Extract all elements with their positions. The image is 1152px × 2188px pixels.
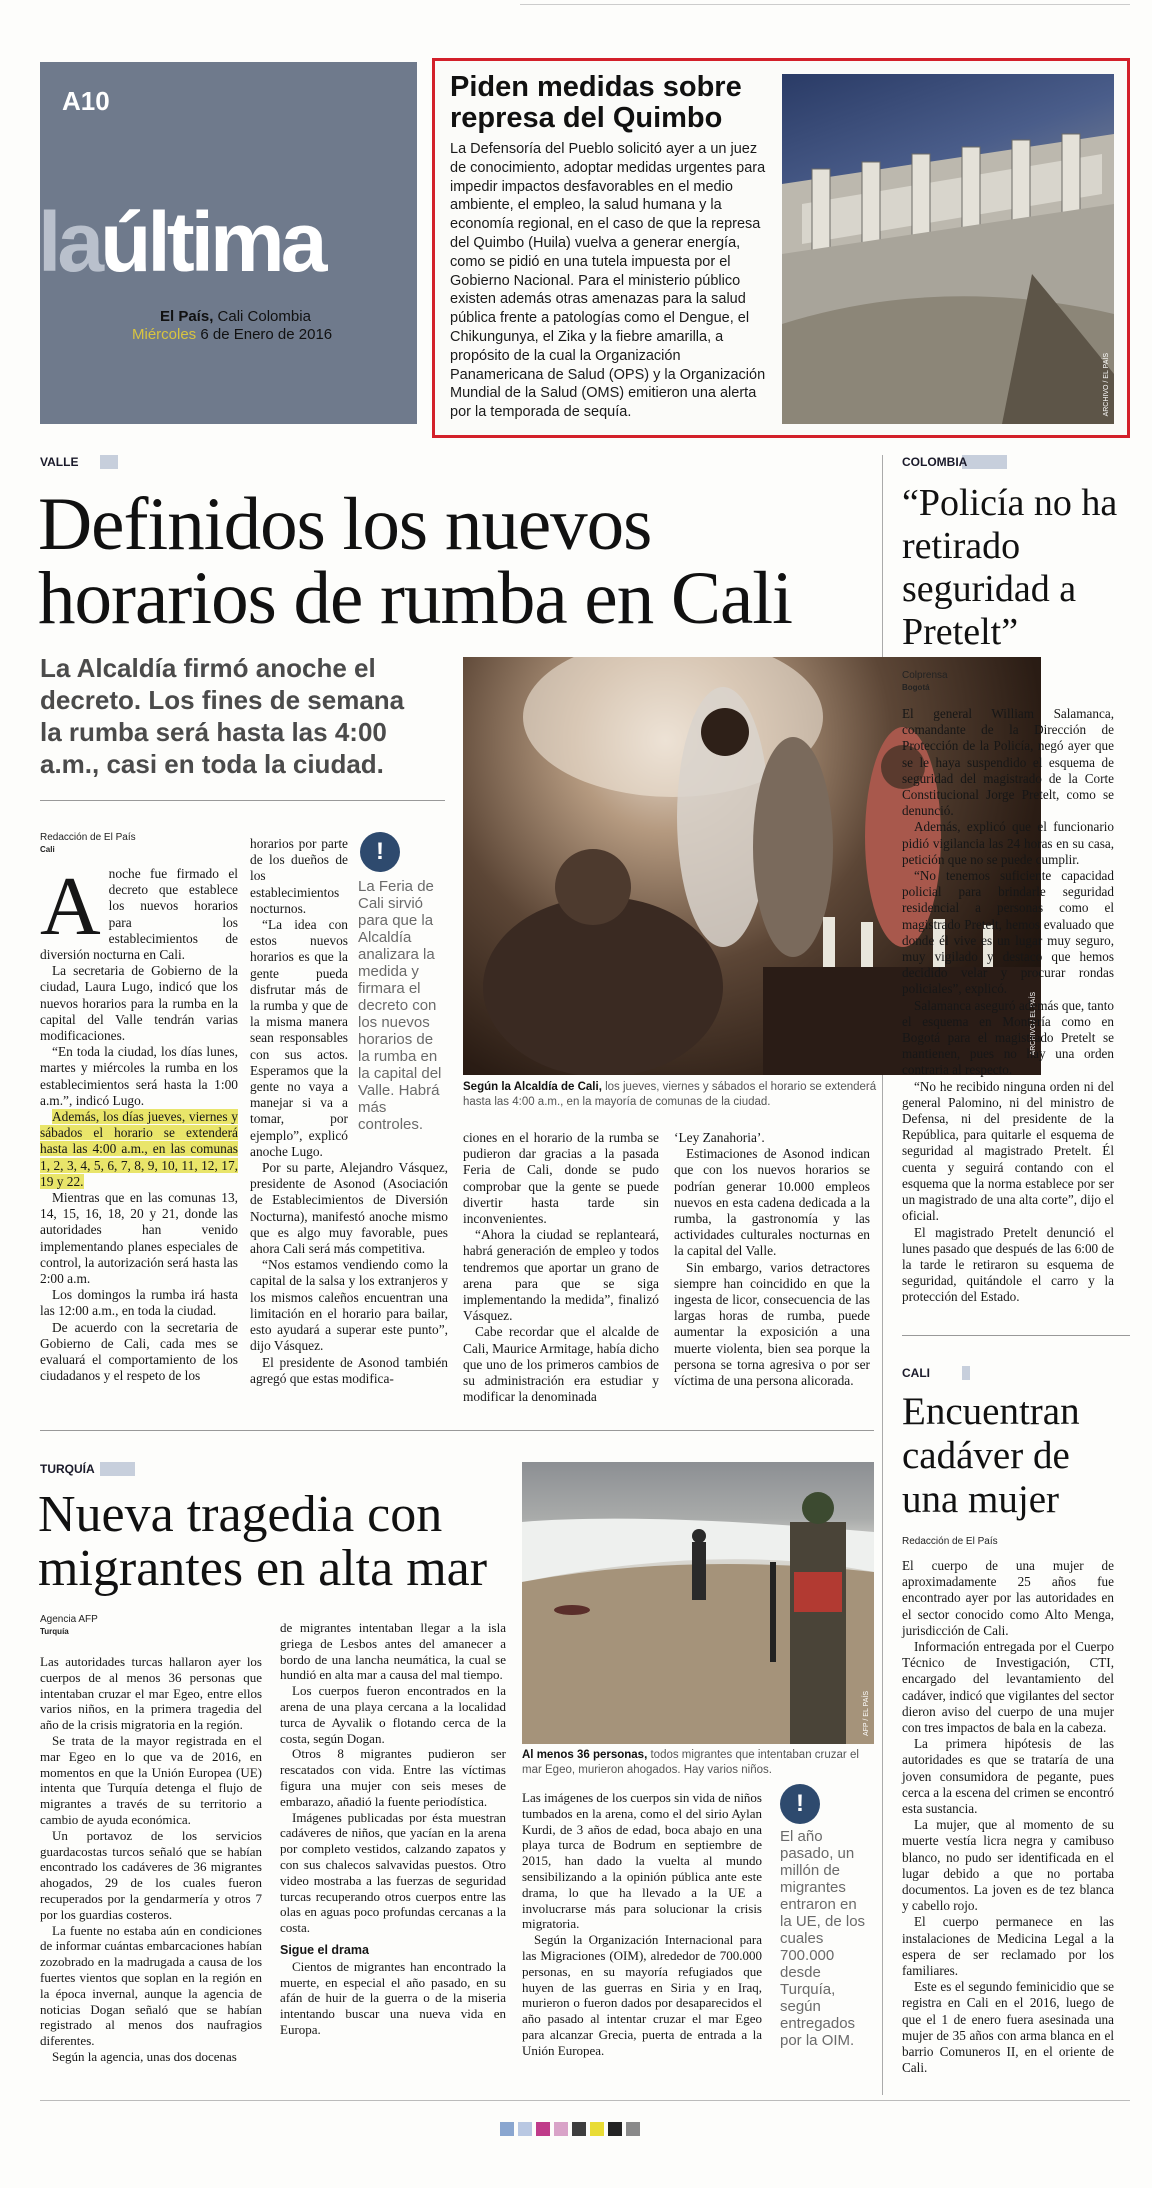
bottom-subhead: Sigue el drama <box>280 1942 369 1957</box>
main-col4-p: Sin embargo, varios detractores siempre han coincidido en que la ingesta de licor, consecuencia de las largas horas de rumba, puede aumentar la exposición a una muerte violenta, bien sea porque la persona se torna agresiva o por ser víctima de una persona alicorada. <box>674 1259 870 1389</box>
sidebar-top-byline-place: Bogotá <box>902 683 930 692</box>
bottom-col2b-p: Cientos de migrantes han encontrado la muerte, en especial el año pasado, en su afán de huir de la guerra o de la miseria intentando buscar una nueva vida en Europa. <box>280 1958 506 2037</box>
top-rule <box>520 4 1130 5</box>
bottom-col2-p: Los cuerpos fueron encontrados en la arena de una playa cercana a la localidad turca de Ayvalik o flotando cerca de la costa, según Dogan. <box>280 1683 506 1746</box>
print-color-bar <box>500 2122 640 2136</box>
sidebar-bottom-byline <box>902 1536 998 1548</box>
dam-photo <box>782 74 1114 424</box>
sidebar-bottom-p: La mujer, que al momento de su muerte vestía licra negra y camibuso blanco, no pudo ser identificada en el lugar debido a que no portaba documentos. La joven es de tez blanca y cabello rojo. <box>902 1817 1114 1914</box>
main-headline: Definidos los nuevos horarios de rumba en Cali <box>38 483 792 640</box>
color-swatch <box>536 2122 550 2136</box>
bottom-col2-p: de migrantes intentaban llegar a la isla griega de Lesbos antes del amanecer a bordo de una lancha neumática, la cual se hundió en alta mar a causa del mal tiempo. <box>280 1620 506 1683</box>
sidebar-bottom-headline: Encuentran cadáver de una mujer <box>902 1390 1080 1521</box>
sidebar-top-p: El magistrado Pretelt denunció el lunes pasado que después de las 6:00 de la tarde le retiraron su esquema de seguridad, quitándole el carro y la protección del Estado. <box>902 1224 1114 1305</box>
section-title-rest: última <box>100 195 324 289</box>
rumba-caption-bold: Según la Alcaldía de Cali, <box>463 1081 602 1093</box>
highlighted-text: Además, los días jueves, viernes y sábados el horario se extenderá hasta las 4:00 a.m., en las comunas 1, 2, 3, 4, 5, 6, 7, 8, 9, 10, 11, 12, 17, 19 y 22. <box>40 1109 238 1189</box>
promo-body: La Defensoría del Pueblo solicitó ayer a un juez de conocimiento, adoptar medidas urgentes para impedir impactos desfavorables en el medio ambiente, el empleo, la salud humana y la economía regional, en el caso de que la represa del Quimbo (Huila) vuelva a generar energía, como se pidió en una tutela impuesta por el Gobierno Nacional. Para el ministerio público existen además otras amenazas para la salud pública frente a patologías como el Dengue, el Chikungunya, el Zika y la fiebre amarilla, a propósito de la cual la Organización Panamericana de Salud (OPS) y la Organización Mundial de la Salud (OMS) emitieron una alerta por la temporada de sequía. <box>450 141 766 421</box>
bottom-byline <box>40 1614 98 1638</box>
sidebar-bottom-p: El cuerpo de una mujer de aproximadamente 25 años fue encontrado ayer por las autoridades en el sector conocido como Alto Menga, jurisdicción de Cali. <box>902 1558 1114 1638</box>
sidebar-top-p: Salamanca aseguró además que, tanto el esquema en Montería como en Bogotá para el magistrado Pretelt se mantienen, pues no hay una orden contraria al respecto. <box>902 997 1114 1078</box>
exclamation-icon: ! <box>360 832 400 872</box>
sidebar-bottom-byline-author: Redacción de El País <box>902 1536 998 1547</box>
paper-name: El País, <box>160 308 214 325</box>
main-col2-narrow <box>250 836 348 1160</box>
main-col4-p: Estimaciones de Asonod indican que con los nuevos horarios se podrían generar 10.000 empleos nuevos en esta cadena dedicada a la rumba, la gastronomía y las actividades culturales nocturnas en la capital del Valle. <box>674 1146 870 1259</box>
main-col3-p: ciones en el horario de la rumba se pudieron dar gracias a la pasada Feria de Cali, donde se pudo comprobar que la gente se puede divertir hasta tarde sin inconvenientes. <box>463 1130 659 1227</box>
section-tag-valle: VALLE <box>40 455 118 469</box>
section-tag-cali: CALI <box>902 1366 970 1380</box>
main-col2-p: horarios por parte de los dueños de los establecimientos nocturnos. <box>250 836 348 916</box>
beach-caption-text: todos migrantes que intentaban cruzar el mar Egeo, murieron ahogados. Hay varios niños. <box>522 1749 859 1776</box>
beach-photo <box>522 1462 874 1744</box>
sidebar-bottom-p: La primera hipótesis de las autoridades es que se trataría de una joven consumidora de pegante, pues cerca a la escena del crimen se encontró esta sustancia. <box>902 1736 1114 1817</box>
main-col2-p: El presidente de Asonod también agregó que estas modifica- <box>250 1354 448 1386</box>
bottom-col-1 <box>40 1654 262 2065</box>
main-col3-p: “Ahora la ciudad se replanteará, habrá generación de empleo y todos tendremos que aportar un grano de arena para que se siga implementando la medida”, finalizó Vásquez. <box>463 1227 659 1324</box>
main-col1-p: La secretaria de Gobierno de la ciudad, Laura Lugo, indicó que los nuevos horarios para la rumba en la capital del Valle tendrán varias modificaciones. <box>40 963 238 1044</box>
beach-photo-credit: AFP / EL PAÍS <box>863 1690 870 1736</box>
main-deck: La Alcaldía firmó anoche el decreto. Los fines de semana la rumba será hasta las 4:00 a.m., casi en toda la ciudad. <box>40 653 405 779</box>
main-col-1 <box>40 860 238 1385</box>
dam-illustration <box>782 74 1114 424</box>
bottom-col1-p: Según la agencia, unas dos docenas <box>52 2048 237 2064</box>
sidebar-bottom-p: El cuerpo permanece en las instalaciones de Medicina Legal a la espera de ser reclamado por los familiares. <box>902 1914 1114 1979</box>
bottom-subhead-wrap <box>280 1942 506 1959</box>
main-col1-p: De acuerdo con la secretaria de Gobierno de Cali, cada mes se evaluará el comportamiento de los ciudadanos y el respeto de los <box>40 1319 238 1384</box>
fact-box-rumba: La Feria de Cali sirvió para que la Alcaldía analizara la medida y firmara el decreto con los nuevos horarios de la rumba en la capital del Valle. Habrá más controles. <box>358 878 442 1133</box>
paper-city: Cali Colombia <box>217 308 311 325</box>
sidebar-divider <box>902 1335 1130 1336</box>
rumba-caption <box>463 1080 883 1110</box>
bottom-col1-p: Las autoridades turcas hallaron ayer los cuerpos de al menos 36 personas que intentaban cruzar el mar Egeo, entre ellos varios niños, en la primera tragedia del año de la crisis migratoria en la región. <box>40 1654 262 1733</box>
bottom-col3-p: Según la Organización Internacional para las Migraciones (OIM), alrededor de 700.000 personas, en su mayoría refugiados que huyen de las guerras en Siria y en Iraq, murieron o fueron dados por desaparecidos el año pasado al intentar cruzar el mar Egeo para alcanzar Grecia, puerta de entrada a la Unión Europea. <box>522 1932 762 2058</box>
color-swatch <box>608 2122 622 2136</box>
bottom-col2-p: Imágenes publicadas por ésta muestran cadáveres de niños, que yacían en la arena por completo vestidos, calzando zapatos y con sus chalecos salvavidas puestos. Otro video mostraba a las fuerzas de seguridad turcas recuperando otros cuerpos entre las olas en aguas poco profundas cercanas a la costa. <box>280 1809 506 1936</box>
color-swatch <box>572 2122 586 2136</box>
bottom-col-2 <box>280 1620 506 2038</box>
masthead-meta <box>132 308 333 344</box>
paper-day: Miércoles <box>132 326 197 343</box>
bottom-col1-p: Un portavoz de los servicios guardacostas turcos señaló que se habían encontrado los cadáveres de 36 migrantes ahogados, 29 de los cuales fueron recuperados por la gendarmería y otros 7 por los guardias costeros. <box>40 1827 262 1922</box>
sidebar-top-p: “No he recibido ninguna orden ni del general Palomino, ni del ministro de Defensa, ni del presidente de la República, para quitarle el esquema de seguridad al magistrado Pretelt. Él cuenta y seguirá contando con el esquema que la norma establece por ser un magistrado de una alta corte”, dijo el oficial. <box>902 1078 1114 1224</box>
bottom-byline-author: Agencia AFP <box>40 1614 98 1625</box>
bottom-headline: Nueva tragedia con migrantes en alta mar <box>38 1486 488 1597</box>
main-col1-p: “En toda la ciudad, los días lunes, martes y miércoles la rumba en los establecimientos será hasta la 1:00 a.m.”, indicó Lugo. <box>40 1044 238 1108</box>
color-swatch <box>590 2122 604 2136</box>
sidebar-bottom-body <box>902 1558 1114 2077</box>
main-col1-p: Mientras que en las comunas 13, 14, 15, 16, 18, 20 y 21, donde las autoridades han venido implementando planes especiales de control, la autorización será hasta las 2:00 a.m. <box>40 1190 238 1287</box>
main-col2-p: “Nos estamos vendiendo como la capital de la salsa y los extranjeros y los mismos caleños encuentran una limitación en el horario para bailar, esto ayudará a superar este punto”, dijo Vásquez. <box>250 1257 448 1354</box>
beach-caption <box>522 1748 874 1778</box>
sidebar-bottom-p: Información entregada por el Cuerpo Técnico de Investigación, CTI, encargado del levantamiento del cadáver, indicó que vigilantes del sector dieron aviso del cuerpo de una mujer con tres impactos de bala en la cabeza. <box>902 1639 1114 1736</box>
color-swatch <box>554 2122 568 2136</box>
paper-date: 6 de Enero de 2016 <box>200 326 333 343</box>
sidebar-top-p: Además, explicó que el funcionario pidió vigilancia las 24 horas en su casa, petición que no se puede cumplir. <box>902 819 1114 867</box>
color-swatch <box>500 2122 514 2136</box>
main-byline <box>40 832 136 856</box>
main-byline-place: Cali <box>40 845 55 854</box>
main-col1-p: noche fue firmado el decreto que establece los nuevos horarios para los establecimientos de diversión nocturna en Cali. <box>40 866 238 963</box>
bottom-rule <box>40 2100 1130 2101</box>
color-swatch <box>518 2122 532 2136</box>
main-byline-author: Redacción de El País <box>40 832 136 843</box>
main-col2-p: Por su parte, Alejandro Vásquez, presidente de Asonod (Asociación de Establecimientos de Diversión Nocturna), manifestó anoche mismo que es algo muy favorable, pues ahora Cali será más competitiva. <box>250 1160 448 1257</box>
bottom-col-3 <box>522 1790 762 2059</box>
bottom-col1-p: La fuente no estaba aún en condiciones de informar cuántas embarcaciones habían zozobrado en la madrugada a causa de los fuertes vientos que soplan en la región en la época invernal, aunque la agencia de noticias Dogan señaló que se habían registrado al menos dos naufragios diferentes. <box>40 1922 262 2049</box>
section-tag-turquia: TURQUÍA <box>40 1462 135 1476</box>
bottom-col2-p: Otros 8 migrantes pudieron ser rescatados con vida. Entre las víctimas figura una mujer con seis meses de embarazo, añadió la fuente periodística. <box>280 1746 506 1809</box>
bottom-col3-p: Las imágenes de los cuerpos sin vida de niños tumbados en la arena, como el del sirio Aylan Kurdi, de 3 años de edad, boca abajo en una playa turca de Bodrum en septiembre de 2015, han dado la vuelta al mundo sensibilizando a la opinión pública ante este drama, lo que ha llevado a la UE a involucrarse más para solucionar la crisis migratoria. <box>522 1790 762 1932</box>
sidebar-bottom-p: Este es el segundo feminicidio que se registra en Cali en el 2016, luego de que el 1 de enero fuera asesinada una mujer de 35 años con arma blanca en el barrio Comuneros II, en el oriente de Cali. <box>902 1979 1114 2076</box>
main-col-3 <box>463 1130 659 1405</box>
main-col1-p-highlighted <box>40 1109 238 1190</box>
main-col-4 <box>674 1130 870 1389</box>
deck-rule <box>40 800 445 801</box>
sidebar-top-p: “No tenemos suficiente capacidad policial para brindarle seguridad residencial a personas como el magistrado Pretelt, hemos evaluado que donde él vive es un lugar muy seguro, muy vigilado y destaco que hemos decidido velar y procurar rondas policiales”, explicó. <box>902 868 1114 997</box>
sidebar-top-p: El general William Salamanca, comandante de la Dirección de Protección de la Policía, negó ayer que se le haya suspendido el esquema de seguridad del magistrado de la Corte Constitucional Jorge Pretelt, como se denunció. <box>902 706 1114 819</box>
color-swatch <box>626 2122 640 2136</box>
main-col1-p: Los domingos la rumba irá hasta las 12:00 a.m., en toda la ciudad. <box>40 1287 238 1319</box>
sidebar-top-headline: “Policía no ha retirado seguridad a Pretelt” <box>902 482 1118 653</box>
section-tag-colombia: COLOMBIA <box>902 455 1007 469</box>
sidebar-top-byline-author: Colprensa <box>902 670 948 681</box>
main-col4-p: ‘Ley Zanahoria’. <box>674 1130 765 1145</box>
sidebar-top-body <box>902 706 1114 1306</box>
rumba-caption-text: los jueves, viernes y sábados el horario se extenderá hasta las 4:00 a.m., en la mayoría de comunas de la ciudad. <box>463 1081 877 1108</box>
page-number: A10 <box>62 86 110 116</box>
drop-cap: A <box>40 860 101 953</box>
fact-box-migrants: El año pasado, un millón de migrantes entraron en la UE, de los cuales 700.000 desde Turquía, según entregados por la OIM. <box>780 1828 866 2049</box>
promo-photo-credit: ARCHIVO / EL PAÍS <box>1103 352 1110 416</box>
beach-illustration <box>522 1462 874 1744</box>
section-title-la: la <box>38 195 101 289</box>
main-col3-p: Cabe recordar que el alcalde de Cali, Maurice Armitage, había dicho que uno de los primeros cambios de su administración era estudiar y modificar la denominada <box>463 1324 659 1405</box>
section-title <box>38 195 324 289</box>
beach-caption-bold: Al menos 36 personas, <box>522 1749 648 1761</box>
main-col2-p: “La idea con estos nuevos horarios es que la gente pueda disfrutar más de la rumba y que de la misma manera sean responsables con sus actos. Esperamos que la gente no vaya a manejar si va a tomar, por ejemplo”, explicó anoche Lugo. <box>250 917 348 1159</box>
sidebar-top-byline <box>902 670 948 694</box>
exclamation-icon: ! <box>780 1784 820 1824</box>
bottom-byline-place: Turquía <box>40 1627 69 1636</box>
promo-headline: Piden medidas sobre represa del Quimbo <box>450 71 742 134</box>
rumba-photo-credit: ARCHIVO / EL PAÍS <box>1030 991 1037 1055</box>
story-divider <box>40 1430 874 1431</box>
bottom-col1-p: Se trata de la mayor registrada en el mar Egeo en lo que va de 2016, en momentos en que la Unión Europea (UE) intenta que Turquía detenga el flujo de migrantes a través de su territorio a cambio de ayuda económica. <box>40 1732 262 1827</box>
